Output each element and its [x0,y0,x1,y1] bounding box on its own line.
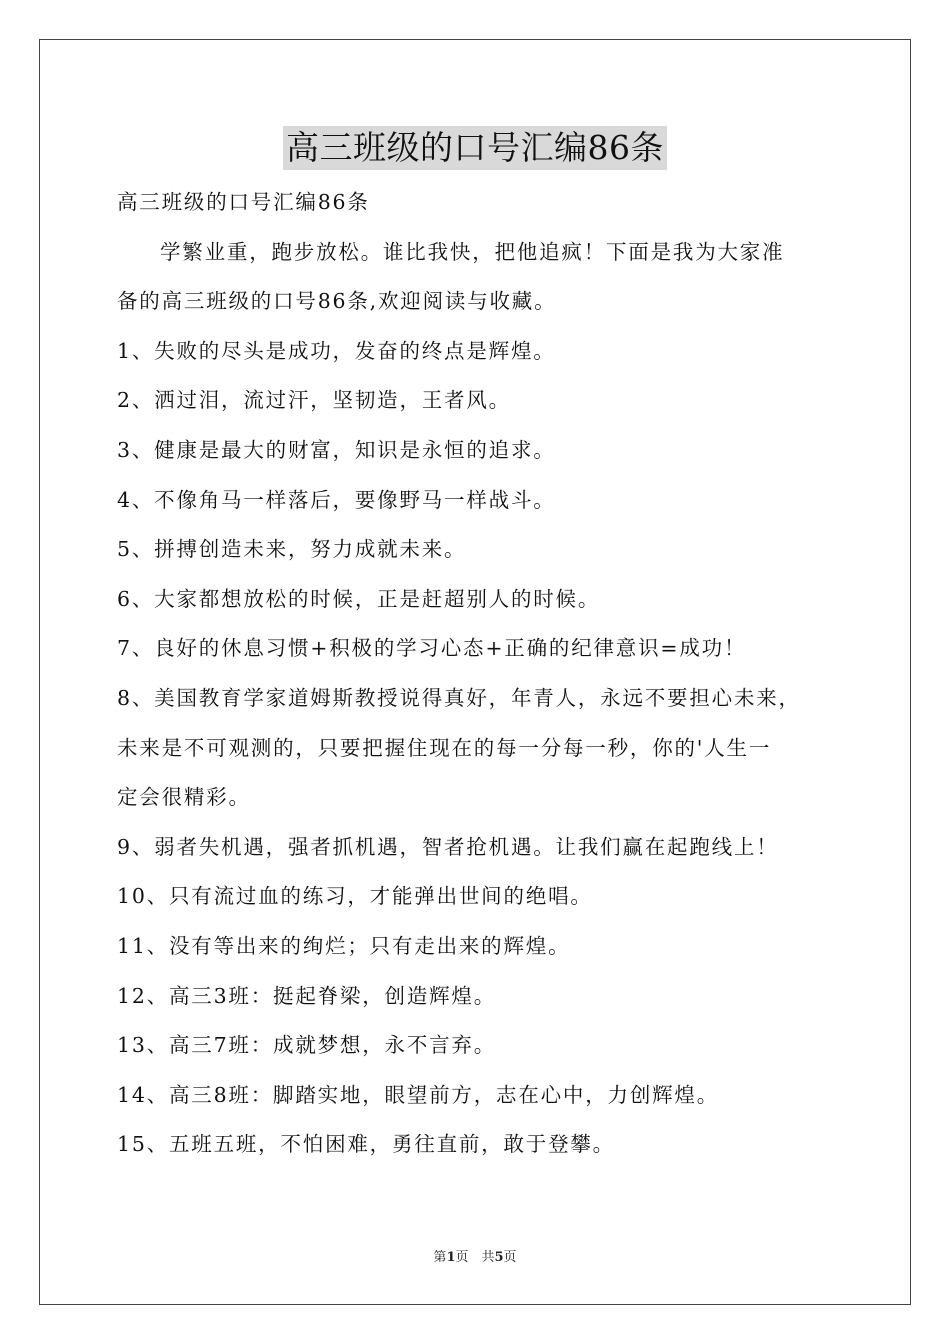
slogan-item-continued: 定会很精彩。 [117,785,251,810]
document-body [117,178,857,1170]
slogan-item: 10、只有流过血的练习，才能弹出世间的绝唱。 [117,884,593,909]
slogan-item: 2、洒过泪，流过汗，坚韧造，王者风。 [117,388,511,413]
footer-page-total: 5 [494,1250,504,1265]
slogan-item: 5、拼搏创造未来，努力成就未来。 [117,537,467,562]
slogan-item: 9、弱者失机遇，强者抓机遇，智者抢机遇。让我们赢在起跑线上！ [117,834,779,859]
footer-page-mid: 页 共 [455,1250,495,1265]
slogan-item: 12、高三3班：挺起脊梁，创造辉煌。 [117,983,497,1008]
document-title: 高三班级的口号汇编86条 [283,126,667,170]
title-container [0,126,950,170]
slogan-item: 15、五班五班，不怕困难，勇往直前，敢于登攀。 [117,1132,615,1157]
slogan-item: 14、高三8班：脚踏实地，眼望前方，志在心中，力创辉煌。 [117,1082,720,1107]
slogan-item: 3、健康是最大的财富，知识是永恒的追求。 [117,437,556,462]
footer-page-suffix: 页 [503,1250,517,1265]
slogan-item: 8、美国教育学家道姆斯教授说得真好，年青人，永远不要担心未来， [117,685,801,710]
footer-page-current: 1 [446,1250,456,1265]
slogan-item: 7、良好的休息习惯+积极的学习心态+正确的纪律意识=成功！ [117,636,747,661]
intro-paragraph-line: 备的高三班级的口号86条,欢迎阅读与收藏。 [117,289,557,314]
footer-page-prefix: 第 [433,1250,447,1265]
intro-paragraph-line: 学繁业重，跑步放松。谁比我快，把他追疯！下面是我为大家准 [160,239,785,264]
slogan-item: 13、高三7班：成就梦想，永不言弃。 [117,1033,497,1058]
subtitle: 高三班级的口号汇编86条 [117,190,370,214]
slogan-item: 1、失败的尽头是成功，发奋的终点是辉煌。 [117,338,556,363]
slogan-item: 11、没有等出来的绚烂；只有走出来的辉煌。 [117,933,571,958]
slogan-item: 6、大家都想放松的时候，正是赶超别人的时候。 [117,586,601,611]
slogan-item: 4、不像角马一样落后，要像野马一样战斗。 [117,487,556,512]
page-footer [0,1246,950,1265]
slogan-item-continued: 未来是不可观测的，只要把握住现在的每一分每一秒，你的'人生一 [117,735,772,760]
